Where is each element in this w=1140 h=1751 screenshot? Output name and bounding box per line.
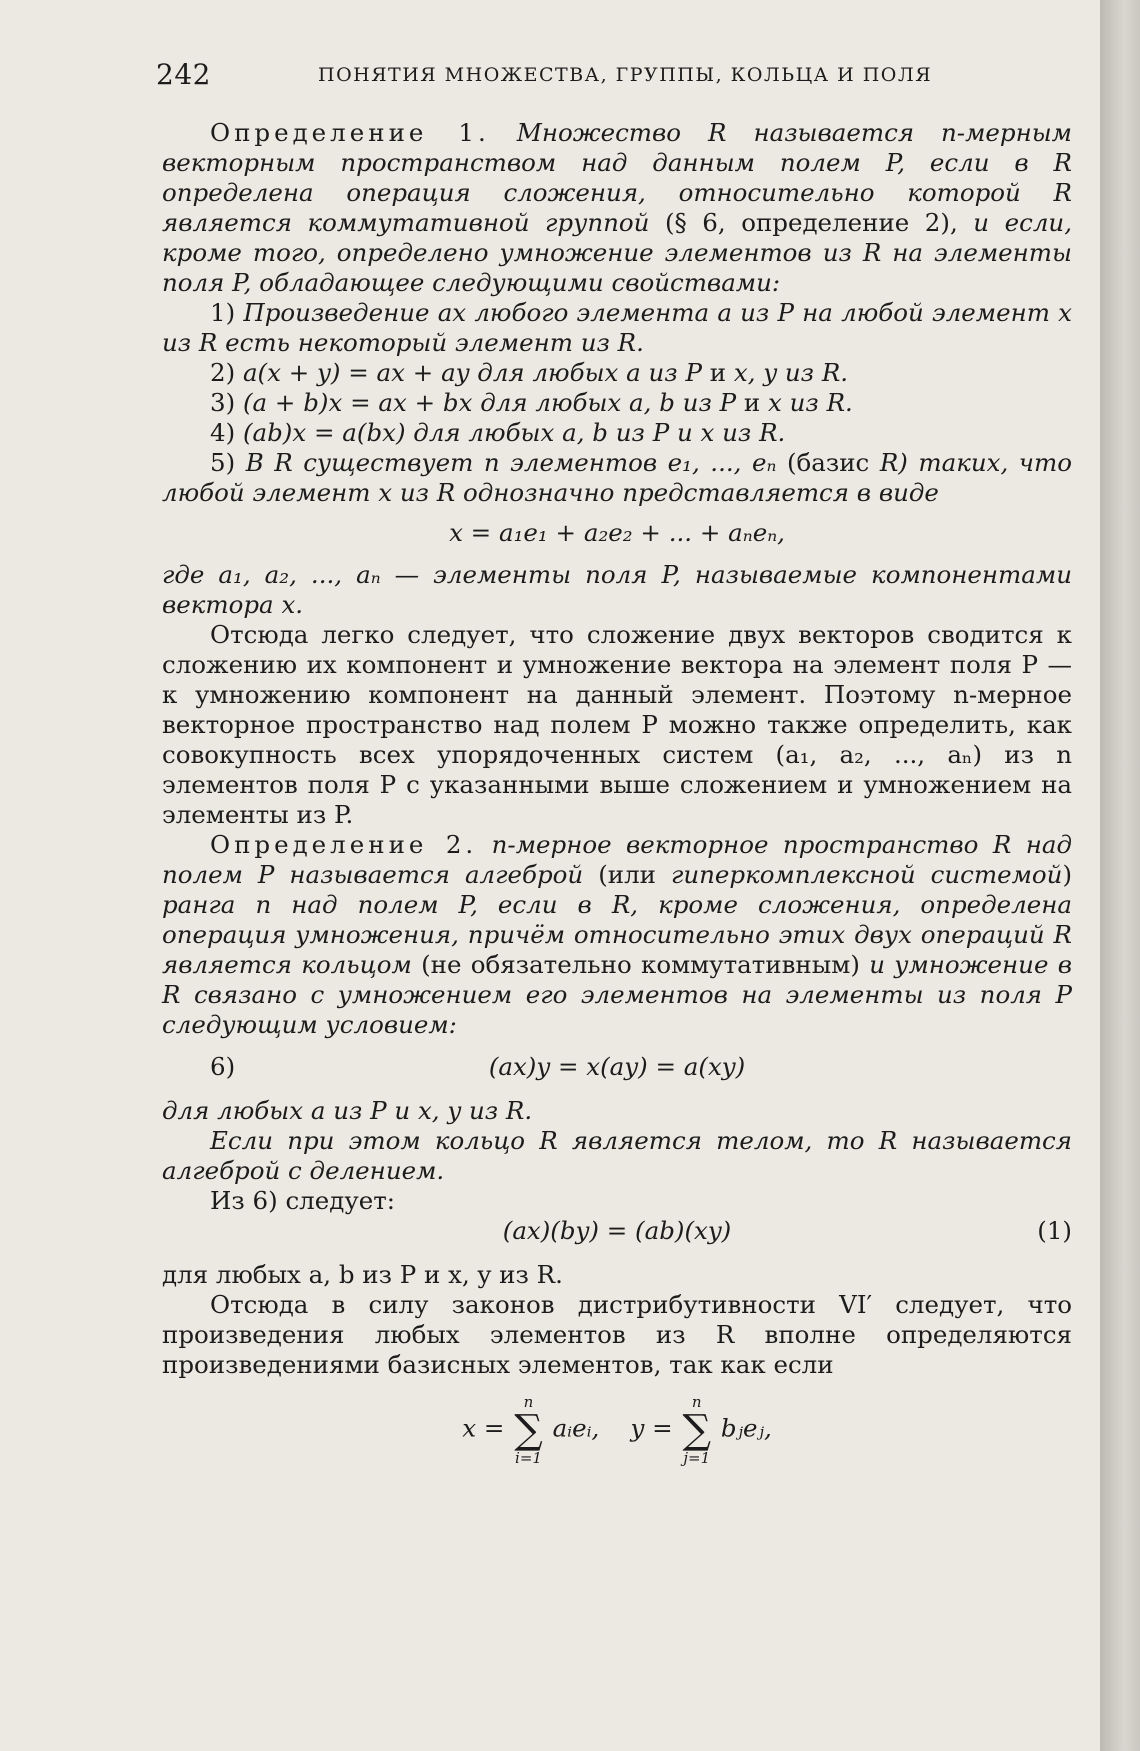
after-equation-6-text: для любых a из P и x, y из R. xyxy=(162,1096,533,1125)
property-5 xyxy=(162,448,1072,508)
components-text-body: где a₁, a₂, ..., aₙ — элементы поля P, называемые компонентами вектора x. xyxy=(162,560,1072,619)
equation-1-tag: (1) xyxy=(1037,1216,1072,1245)
property-2-text-a: a(x + y) = ax + ay для любых a из P xyxy=(242,358,702,387)
paragraph-distributivity: Отсюда в силу законов дистрибутивности VI′ следует, что произведения любых элементов из R вполне определяются произведениями базисных элементов, так как если xyxy=(162,1290,1072,1379)
sum-equations xyxy=(162,1394,1072,1466)
property-1 xyxy=(162,298,1072,358)
property-3-text-a: (a + b)x = ax + bx для любых a, b из P xyxy=(242,388,737,417)
definition-2-paren-close: ) xyxy=(1062,860,1072,889)
definition-2-noncommutative: (не обязательно коммутативным) xyxy=(421,950,860,979)
property-5-text-b: таких, что любой элемент x из R однозначно представляется в виде xyxy=(162,448,1072,507)
property-2-text-b: x, y из R. xyxy=(733,358,849,387)
page-edge-shadow xyxy=(1100,0,1140,1751)
x-sum-lower: i=1 xyxy=(515,1449,542,1467)
y-sum-upper: n xyxy=(691,1393,702,1411)
property-2-number: 2) xyxy=(210,358,236,387)
definition-1-text-b: и если, кроме того, определено умножение элементов из R на элементы поля P, обладающее следующими свойствами: xyxy=(162,208,1072,297)
property-5-number: 5) xyxy=(210,448,236,477)
equation-1 xyxy=(162,1210,1072,1254)
definition-2-paren-open: (или xyxy=(598,860,656,889)
definition-1-text-a: Множество R называется n-мерным векторным пространством над данным полем P, если в R определена операция сложения, относительно которой R является коммутативной группой xyxy=(162,118,1072,237)
property-1-number: 1) xyxy=(210,298,236,327)
running-title: ПОНЯТИЯ МНОЖЕСТВА, ГРУППЫ, КОЛЬЦА И ПОЛЯ xyxy=(318,64,933,86)
x-sum-sigma: ∑ xyxy=(514,1407,543,1453)
y-sum-sigma: ∑ xyxy=(682,1407,712,1453)
property-3 xyxy=(162,388,1072,418)
division-algebra xyxy=(162,1126,1072,1186)
property-1-text: Произведение ax любого элемента a из P на любой элемент x из R есть некоторый элемент из R. xyxy=(162,298,1072,357)
definition-1 xyxy=(162,118,1072,298)
equation-6-formula: (ax)y = x(ay) = a(xy) xyxy=(488,1052,746,1081)
page-number: 242 xyxy=(156,58,211,91)
property-5-basis-r: R) xyxy=(879,448,908,477)
property-3-number: 3) xyxy=(210,388,236,417)
property-3-conj: и xyxy=(743,388,761,417)
x-sum-upper: n xyxy=(523,1393,534,1411)
property-4 xyxy=(162,418,1072,448)
y-sum-term: bⱼeⱼ, xyxy=(720,1413,772,1443)
property-2-conj: и xyxy=(709,358,727,387)
basis-equation: x = a₁e₁ + a₂e₂ + ... + aₙeₙ, xyxy=(449,518,785,547)
definition-2-text-c: и умножение в R связано с умножением его элементов на элементы из поля P следующим условием: xyxy=(162,950,1072,1039)
y-sum-lower: j=1 xyxy=(683,1449,711,1467)
definition-2 xyxy=(162,830,1072,1040)
x-sum-operator xyxy=(514,1394,543,1466)
property-3-text-b: x из R. xyxy=(768,388,853,417)
definition-1-label: Определение 1. xyxy=(210,118,490,147)
definition-2-hypercomplex: гиперкомплексной системой xyxy=(670,860,1063,889)
components-text xyxy=(162,560,1072,620)
property-2 xyxy=(162,358,1072,388)
x-sum-lhs: x = xyxy=(462,1413,505,1443)
equation-6 xyxy=(162,1046,1072,1090)
from-6: Из 6) следует: xyxy=(210,1186,396,1215)
after-equation-1: для любых a, b из P и x, y из R. xyxy=(162,1260,563,1289)
property-5-basis: (базис xyxy=(786,448,870,477)
definition-2-text-a: n-мерное векторное пространство R над полем P называется алгеброй xyxy=(162,830,1072,889)
definition-1-ref: (§ 6, определение 2), xyxy=(664,208,958,237)
y-sum-operator xyxy=(682,1394,711,1466)
property-4-number: 4) xyxy=(210,418,236,447)
equation-1-formula: (ax)(by) = (ab)(xy) xyxy=(502,1216,732,1245)
property-4-text: (ab)x = a(bx) для любых a, b из P и x из R. xyxy=(242,418,786,447)
definition-2-text-b: ранга n над полем P, если в R, кроме сложения, определена операция умножения, причём относительно этих двух операций R является кольцом xyxy=(162,890,1072,979)
equation-6-label: 6) xyxy=(210,1052,236,1081)
page-body xyxy=(162,118,1072,1480)
y-sum-lhs: y = xyxy=(630,1413,673,1443)
property-5-text-a: В R существует n элементов e₁, ..., eₙ xyxy=(245,448,777,477)
definition-2-label: Определение 2. xyxy=(210,830,478,859)
division-algebra-text: Если при этом кольцо R является телом, то R называется алгеброй с делением. xyxy=(162,1126,1072,1185)
x-sum-term: aᵢeᵢ, xyxy=(552,1413,600,1443)
after-equation-6 xyxy=(162,1096,1072,1126)
paragraph-vector-ops: Отсюда легко следует, что сложение двух векторов сводится к сложению их компонент и умножение вектора на элемент поля P — к умножению компонент на данный элемент. Поэтому n-мерное векторное пространство над полем P можно также определить, как совокупность всех упорядоченных систем (a₁, a₂, ..., aₙ) из n элементов поля P с указанными выше сложением и умножением на элементы из P. xyxy=(162,620,1072,829)
